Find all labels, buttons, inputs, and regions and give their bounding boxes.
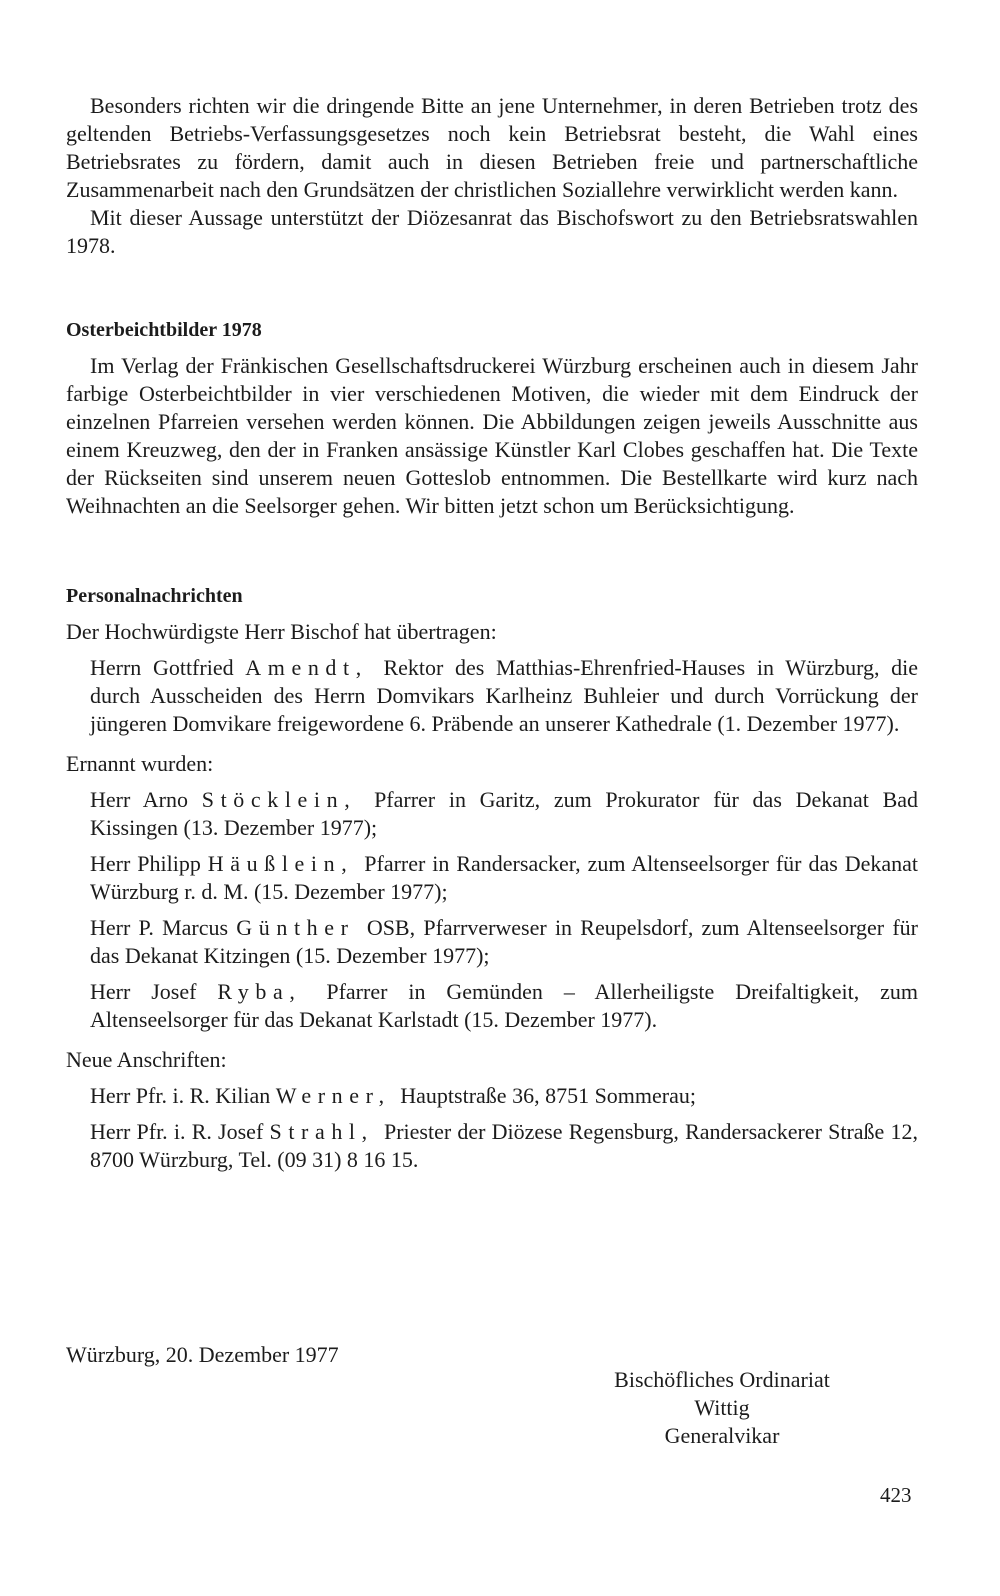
- osterbeicht-body: Im Verlag der Fränkischen Gesellschaftsdruckerei Würzburg erscheinen auch in diesem Jahr farbige Osterbeichtbilder in vier verschiedenen Motiven, die wieder mit dem Eindruck der einzelnen Pfarreien versehen werden können. Die Abbildungen zeigen jeweils Ausschnitte aus einem Kreuzweg, den der in Franken ansässige Künstler Karl Clobes geschaffen hat. Die Texte der Rückseiten sind unserem neuen Gotteslob entnommen. Die Bestellkarte wird kurz nach Weihnachten an die Seelsorger gehen. Wir bitten jetzt schon um Berücksichtigung.: [66, 353, 918, 518]
- ernannt-entry: [66, 914, 918, 970]
- anschrift-entry: [66, 1118, 918, 1174]
- entry-text: Pfarrer in Randersacker, zum Altenseelsorger für das Dekanat Würzburg r. d. M. (15. Dezember 1977);: [90, 851, 919, 904]
- entry-name: Stöcklein,: [201, 787, 357, 812]
- entry-name: Ryba,: [217, 979, 302, 1004]
- signature-office: Bischöfliches Ordinariat: [614, 1367, 830, 1392]
- amendt-entry: [66, 654, 918, 738]
- entry-name: Strahl,: [269, 1119, 374, 1144]
- entry-text: Pfarrer in Garitz, zum Prokurator für das Dekanat Bad Kissingen (13. Dezember 1977);: [90, 787, 919, 840]
- uebertragen-intro: Der Hochwürdigste Herr Bischof hat übertragen:: [66, 619, 497, 644]
- entry-pre: Herr P. Marcus: [90, 915, 229, 940]
- signature-block: [586, 1366, 858, 1450]
- page-number: 423: [880, 1483, 912, 1507]
- ernannt-entry: [66, 786, 918, 842]
- entry-pre: Herr Josef: [90, 979, 197, 1004]
- entry-pre: Herr Arno: [90, 787, 189, 812]
- entry-text: OSB, Pfarrverweser in Reupelsdorf, zum Altenseelsorger für das Dekanat Kitzingen (15. Dezember 1977);: [90, 915, 918, 968]
- entry-pre: Herr Pfr. i. R. Kilian: [90, 1083, 271, 1108]
- entry-name: Werner,: [275, 1083, 391, 1108]
- entry-text: Rektor des Matthias-Ehrenfried-Hauses in Würzburg, die durch Ausscheiden des Herrn Domvikars Karlheinz Buhleier und durch Vorrückung der jüngeren Domvikare freigewordene 6. Präbende an unserer Kathedrale (1. Dezember 1977).: [90, 655, 919, 736]
- entry-pre: Herrn Gottfried: [90, 655, 234, 680]
- entry-name: Günther: [236, 915, 355, 940]
- entry-pre: Herr Pfr. i. R. Josef: [90, 1119, 264, 1144]
- entry-name: Amendt,: [245, 655, 368, 680]
- place-date: Würzburg, 20. Dezember 1977: [66, 1342, 339, 1367]
- osterbeicht-heading: Osterbeichtbilder 1978: [66, 319, 262, 341]
- entry-pre: Herr Philipp: [90, 851, 201, 876]
- entry-name: Häußlein,: [207, 851, 354, 876]
- personal-heading: Personalnachrichten: [66, 585, 243, 607]
- intro-paragraph-2: Mit dieser Aussage unterstützt der Diözesanrat das Bischofswort zu den Betriebsratswahlen 1978.: [66, 205, 918, 258]
- document-page: [66, 92, 918, 1174]
- ernannt-intro: Ernannt wurden:: [66, 751, 214, 776]
- ernannt-entry: [66, 850, 918, 906]
- signature-title: Generalvikar: [664, 1423, 780, 1448]
- entry-text: Priester der Diözese Regensburg, Randersackerer Straße 12, 8700 Würzburg, Tel. (09 31) 8 16 15.: [90, 1119, 918, 1172]
- intro-paragraph-1: Besonders richten wir die dringende Bitte an jene Unternehmer, in deren Betrieben trotz des geltenden Betriebs-Verfassungsgesetzes noch kein Betriebsrat besteht, die Wahl eines Betriebsrates zu fördern, damit auch in diesen Betrieben freie und partnerschaftliche Zusammenarbeit nach den Grundsätzen der christlichen Soziallehre verwirklicht werden kann.: [66, 93, 918, 202]
- anschriften-intro: Neue Anschriften:: [66, 1047, 227, 1072]
- entry-text: Hauptstraße 36, 8751 Sommerau;: [400, 1083, 697, 1108]
- anschrift-entry: [66, 1082, 918, 1110]
- ernannt-entry: [66, 978, 918, 1034]
- entry-text: Pfarrer in Gemünden – Allerheiligste Dreifaltigkeit, zum Altenseelsorger für das Dekanat Karlstadt (15. Dezember 1977).: [90, 979, 919, 1032]
- signature-name: Wittig: [694, 1395, 750, 1420]
